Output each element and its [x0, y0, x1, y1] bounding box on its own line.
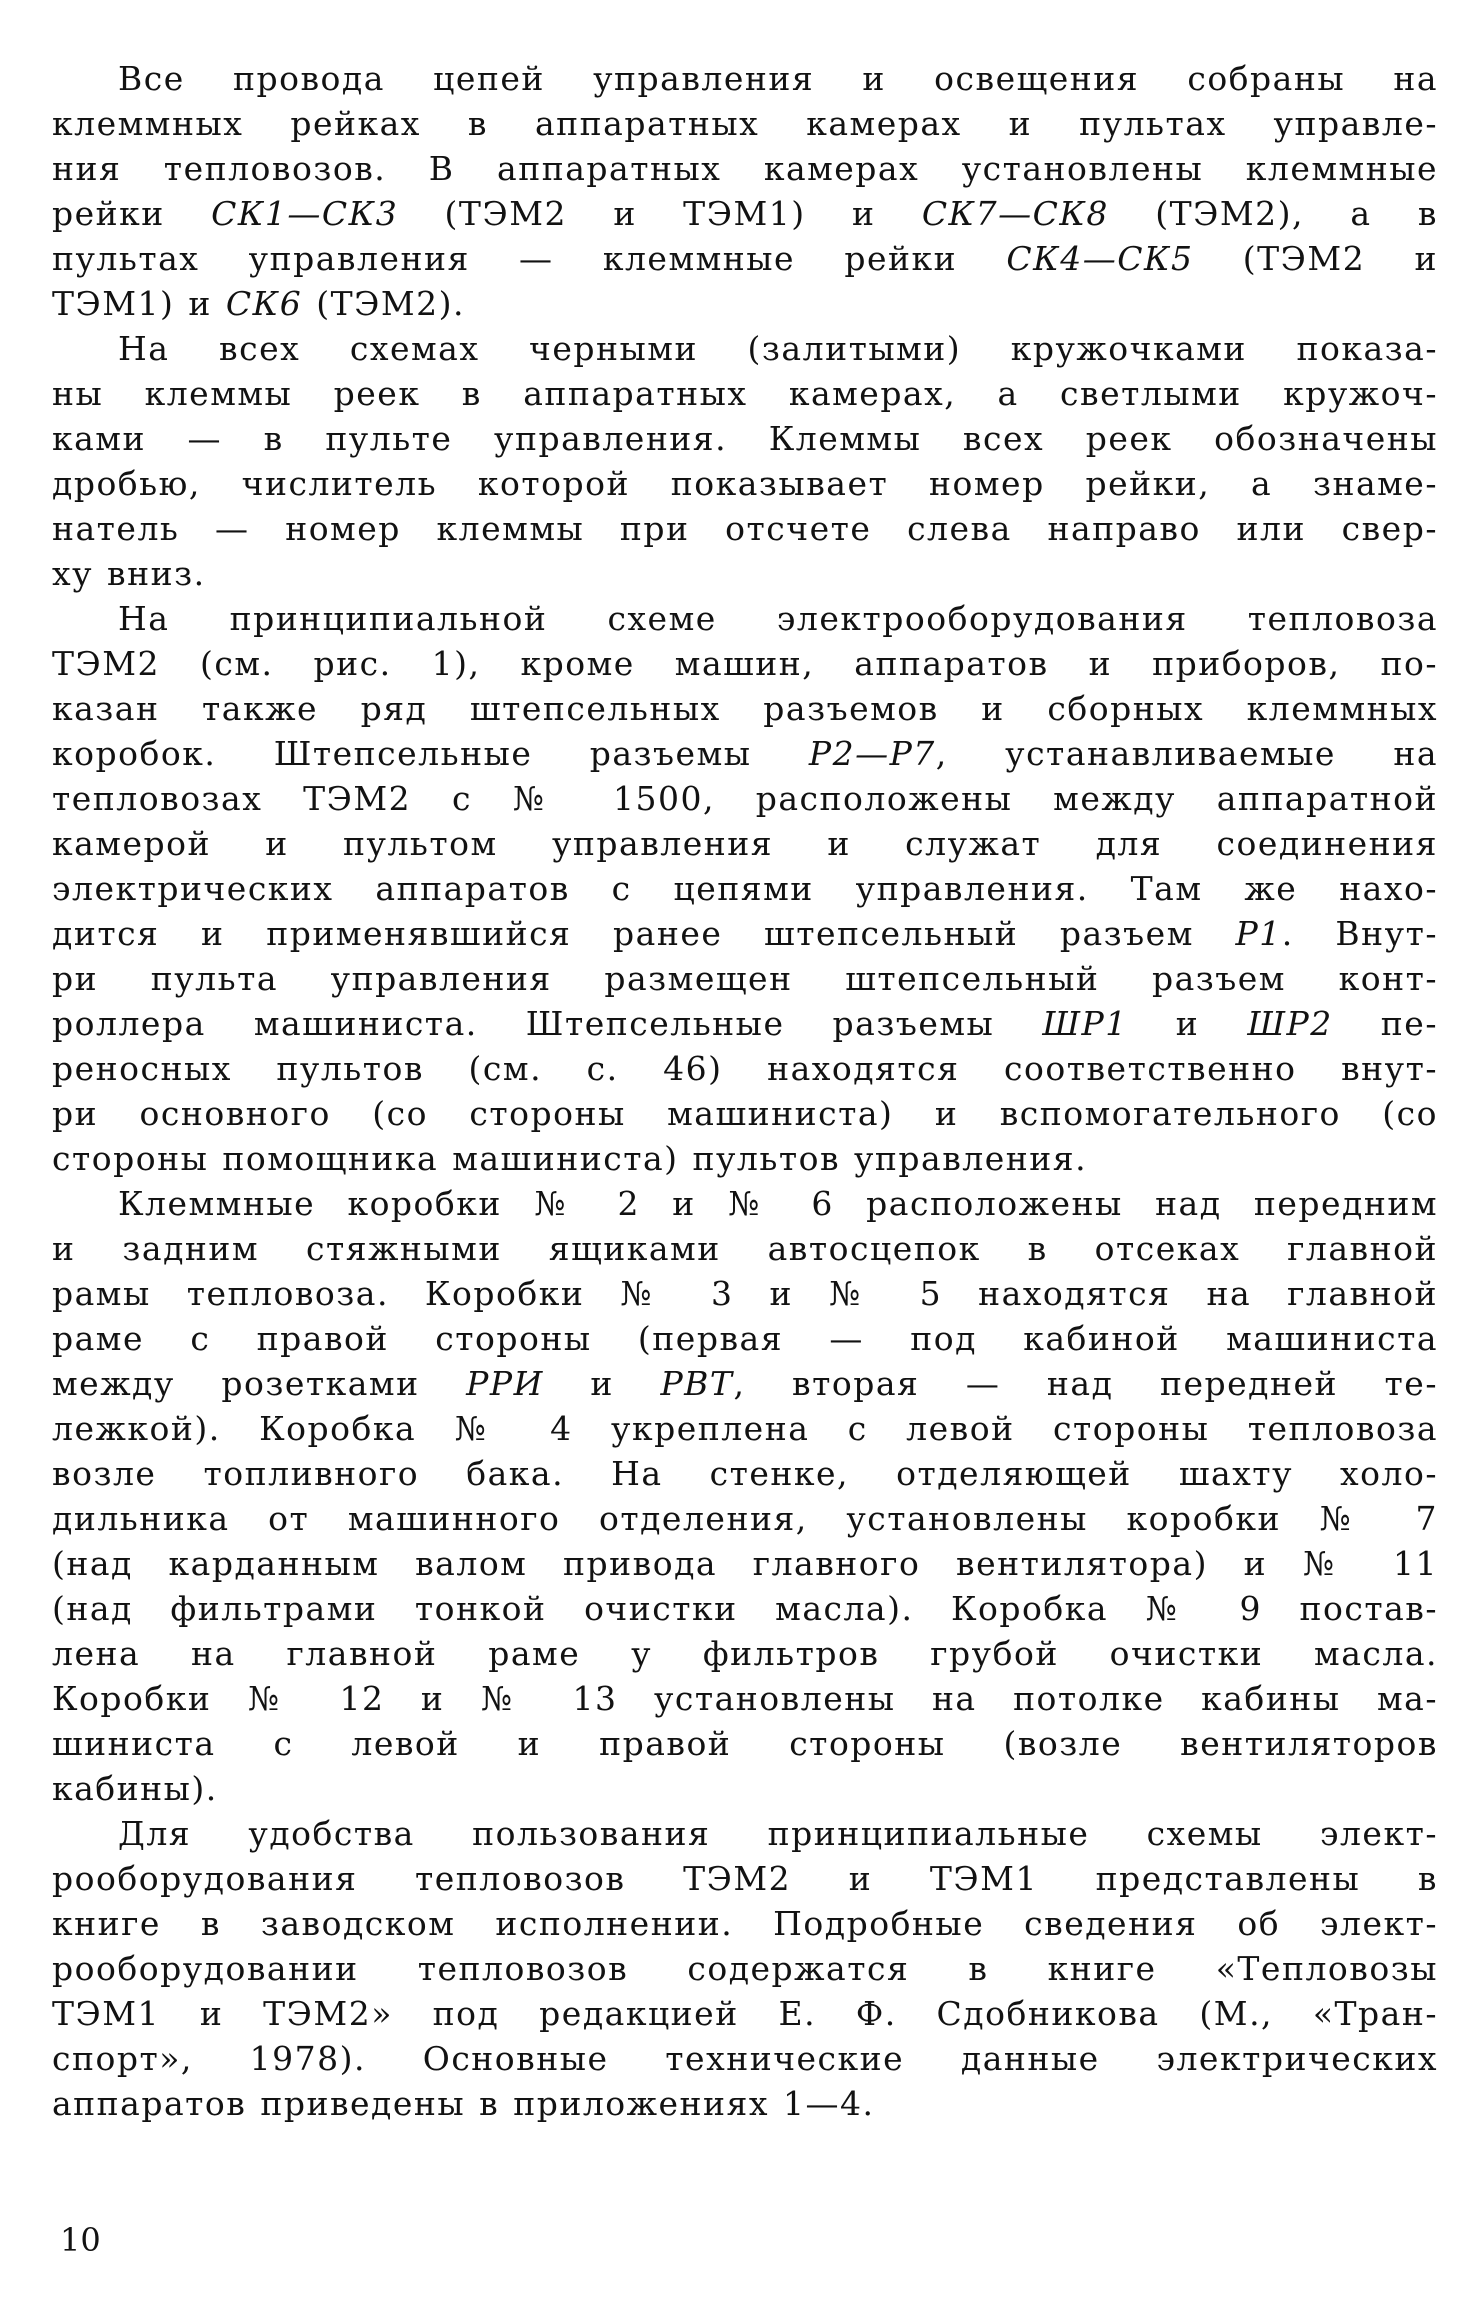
text-line: ТЭМ2 (см. рис. 1), кроме машин, аппаратов и приборов, по-	[52, 644, 1438, 683]
page-text	[52, 56, 1438, 2126]
text-line: ри основного (со стороны машиниста) и вспомогательного (со	[52, 1094, 1438, 1133]
text-line: Все провода цепей управления и освещения собраны на	[118, 59, 1438, 98]
line-text-italic: СК4—СК5	[1006, 239, 1194, 278]
text-line: клеммных рейках в аппаратных камерах и пультах управле-	[52, 104, 1438, 143]
text-line: ри пульта управления размещен штепсельный разъем конт-	[52, 959, 1438, 998]
line-text: и	[543, 1364, 661, 1403]
line-text: ТЭМ1) и	[52, 284, 226, 323]
text-line: книге в заводском исполнении. Подробные сведения об элект-	[52, 1904, 1438, 1943]
text-line: стороны помощника машиниста) пультов управления.	[52, 1139, 1088, 1178]
text-line	[52, 731, 1438, 776]
text-line: (над фильтрами тонкой очистки масла). Коробка № 9 постав-	[52, 1589, 1438, 1628]
text-line	[52, 1361, 1438, 1406]
text-line: рооборудовании тепловозов содержатся в книге «Тепловозы	[52, 1949, 1438, 1988]
line-text: (ТЭМ2), а в	[1108, 194, 1438, 233]
text-line: ками — в пульте управления. Клеммы всех реек обозначены	[52, 419, 1438, 458]
paragraph	[52, 1811, 1438, 2126]
line-text: коробок. Штепсельные разъемы	[52, 734, 809, 773]
text-line: Клеммные коробки № 2 и № 6 расположены над передним	[118, 1184, 1438, 1223]
line-text: (ТЭМ2 и ТЭМ1) и	[398, 194, 922, 233]
line-text: пе-	[1332, 1004, 1438, 1043]
line-text-italic: СК7—СК8	[921, 194, 1109, 233]
text-line: дробью, числитель которой показывает номер рейки, а знаме-	[52, 464, 1438, 503]
text-line: шиниста с левой и правой стороны (возле вентиляторов	[52, 1724, 1438, 1763]
text-line: реносных пультов (см. с. 46) находятся соответственно внут-	[52, 1049, 1438, 1088]
text-line: ны клеммы реек в аппаратных камерах, а светлыми кружоч-	[52, 374, 1438, 413]
text-line: спорт», 1978). Основные технические данные электрических	[52, 2039, 1438, 2078]
text-line: ху вниз.	[52, 554, 206, 593]
text-line: (над карданным валом привода главного вентилятора) и № 11	[52, 1544, 1438, 1583]
text-line: ния тепловозов. В аппаратных камерах установлены клеммные	[52, 149, 1438, 188]
line-text: , устанавливаемые на	[935, 734, 1438, 773]
text-line: раме с правой стороны (первая — под кабиной машиниста	[52, 1319, 1438, 1358]
line-text-italic: Р2—Р7	[808, 734, 936, 773]
text-line: камерой и пультом управления и служат для соединения	[52, 824, 1438, 863]
line-text: роллера машиниста. Штепсельные разъемы	[52, 1004, 1043, 1043]
text-line	[52, 236, 1438, 281]
line-text-italic: РРИ	[466, 1364, 544, 1403]
text-line	[52, 191, 1438, 236]
text-line: казан также ряд штепсельных разъемов и сборных клеммных	[52, 689, 1438, 728]
line-text-italic: ШР1	[1042, 1004, 1128, 1043]
text-line: Для удобства пользования принципиальные схемы элект-	[118, 1814, 1438, 1853]
text-line: и задним стяжными ящиками автосцепок в отсеках главной	[52, 1229, 1438, 1268]
text-line: кабины).	[52, 1769, 218, 1808]
line-text-italic: РВТ	[660, 1364, 734, 1403]
text-line: рооборудования тепловозов ТЭМ2 и ТЭМ1 представлены в	[52, 1859, 1438, 1898]
text-line: Коробки № 12 и № 13 установлены на потолке кабины ма-	[52, 1679, 1438, 1718]
paragraph	[52, 1181, 1438, 1811]
line-text: и	[1127, 1004, 1248, 1043]
line-text: рейки	[52, 194, 212, 233]
text-line	[52, 911, 1438, 956]
line-text-italic: СК6	[225, 284, 303, 323]
text-line: аппаратов приведены в приложениях 1—4.	[52, 2084, 875, 2123]
line-text: пультах управления — клеммные рейки	[52, 239, 1007, 278]
text-line	[52, 1001, 1438, 1046]
line-text: , вторая — над передней те-	[733, 1364, 1438, 1403]
line-text: . Внут-	[1281, 914, 1438, 953]
text-line: ТЭМ1 и ТЭМ2» под редакцией Е. Ф. Сдобникова (М., «Тран-	[52, 1994, 1438, 2033]
line-text: дится и применявшийся ранее штепсельный разъем	[52, 914, 1236, 953]
paragraph	[52, 56, 1438, 326]
text-line: лена на главной раме у фильтров грубой очистки масла.	[52, 1634, 1438, 1673]
paragraph	[52, 326, 1438, 596]
line-text-italic: ШР2	[1247, 1004, 1333, 1043]
text-line: электрических аппаратов с цепями управления. Там же нахо-	[52, 869, 1438, 908]
text-line: лежкой). Коробка № 4 укреплена с левой стороны тепловоза	[52, 1409, 1438, 1448]
text-line: возле топливного бака. На стенке, отделяющей шахту холо-	[52, 1454, 1438, 1493]
text-line: рамы тепловоза. Коробки № 3 и № 5 находятся на главной	[52, 1274, 1438, 1313]
line-text-italic: Р1	[1235, 914, 1282, 953]
line-text: (ТЭМ2 и	[1193, 239, 1438, 278]
text-line: тепловозах ТЭМ2 с № 1500, расположены между аппаратной	[52, 779, 1438, 818]
text-line: На принципиальной схеме электрооборудования тепловоза	[118, 599, 1438, 638]
text-line: дильника от машинного отделения, установлены коробки № 7	[52, 1499, 1438, 1538]
text-line: натель — номер клеммы при отсчете слева направо или свер-	[52, 509, 1438, 548]
line-text-italic: СК1—СК3	[211, 194, 399, 233]
text-line: На всех схемах черными (залитыми) кружочками показа-	[118, 329, 1438, 368]
paragraph	[52, 596, 1438, 1181]
page-number: 10	[60, 2221, 101, 2259]
line-text: (ТЭМ2).	[302, 284, 465, 323]
line-text: между розетками	[52, 1364, 467, 1403]
text-line	[52, 281, 1438, 326]
